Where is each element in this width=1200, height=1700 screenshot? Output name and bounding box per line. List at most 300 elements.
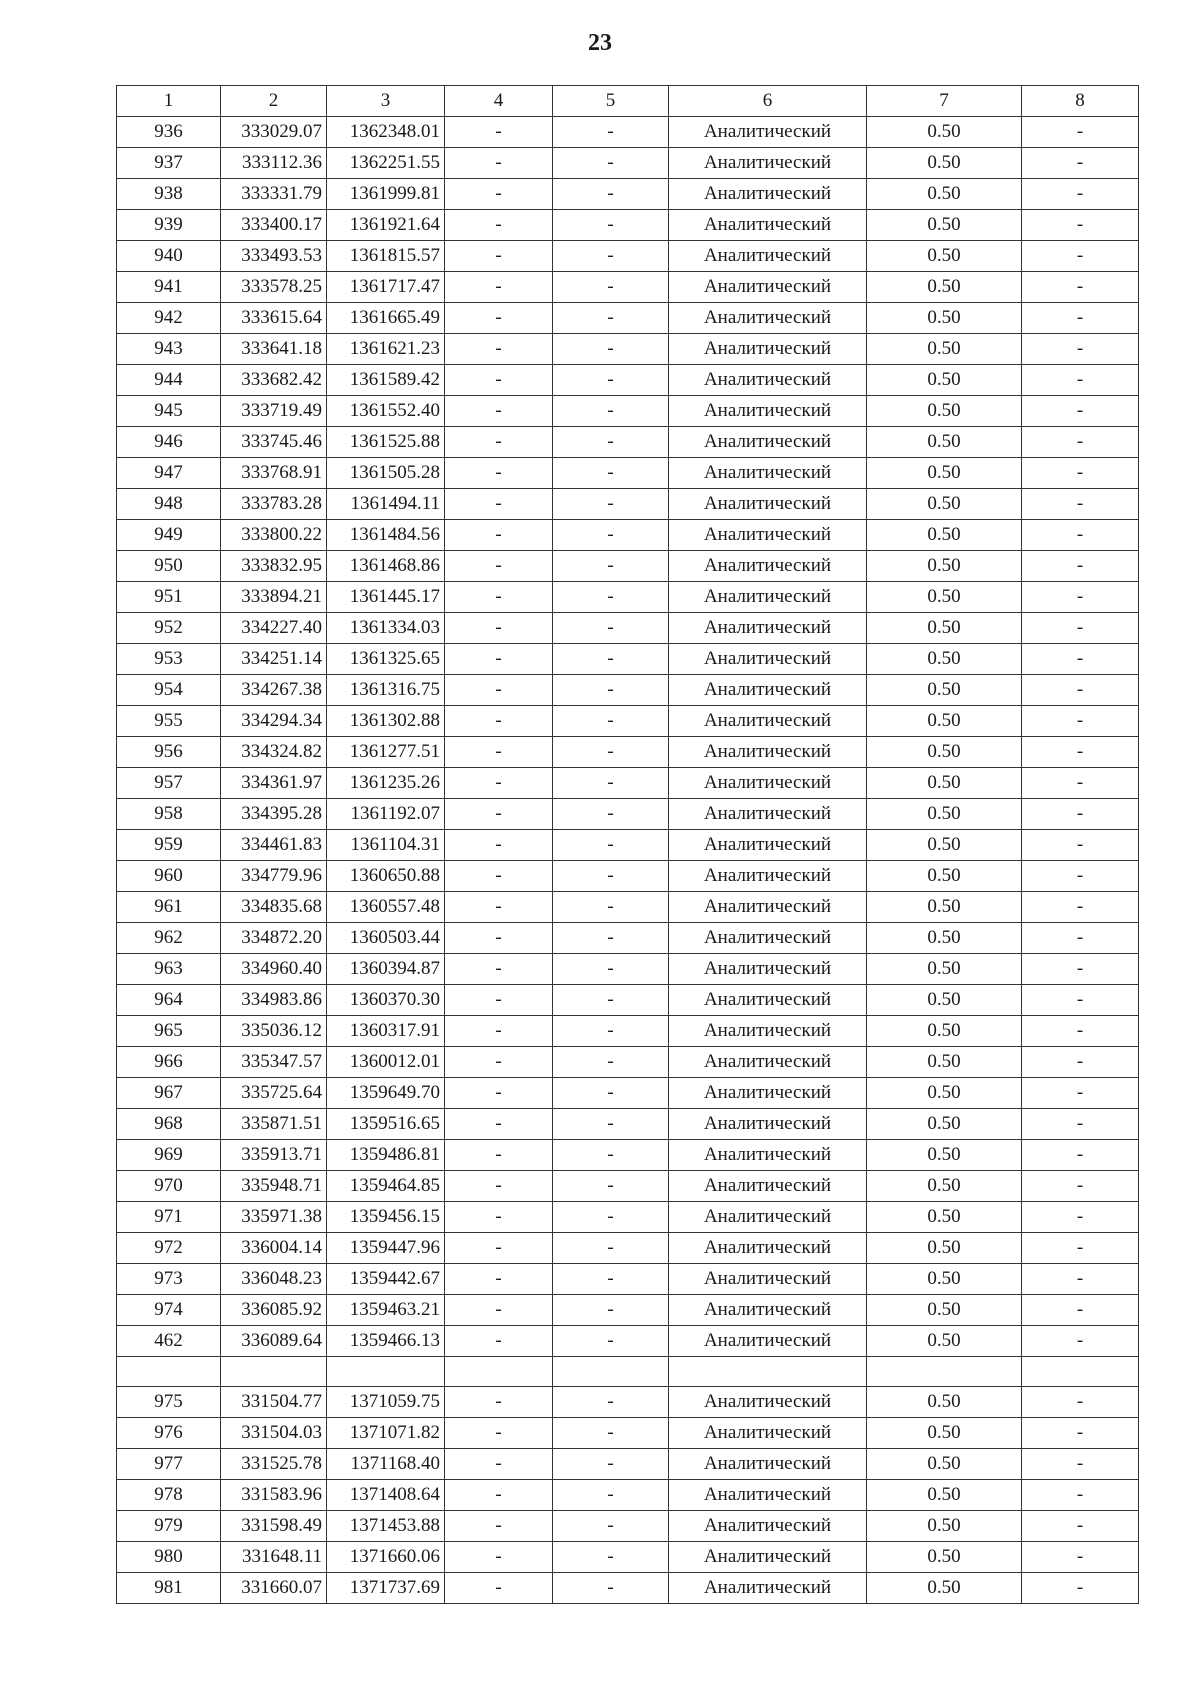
method-cell: Аналитический (669, 241, 867, 272)
col8-cell: - (1022, 210, 1139, 241)
y-coordinate-cell: 1371737.69 (327, 1573, 445, 1604)
point-number-cell: 948 (117, 489, 221, 520)
y-coordinate-cell: 1359466.13 (327, 1326, 445, 1357)
col4-cell: - (445, 1233, 553, 1264)
col8-cell: - (1022, 1511, 1139, 1542)
point-number-cell: 961 (117, 892, 221, 923)
point-number-cell: 462 (117, 1326, 221, 1357)
x-coordinate-cell: 334835.68 (221, 892, 327, 923)
col8-cell: - (1022, 675, 1139, 706)
method-cell: Аналитический (669, 737, 867, 768)
col4-cell (445, 1357, 553, 1387)
table-row (117, 303, 1139, 334)
col4-cell: - (445, 148, 553, 179)
y-coordinate-cell: 1361325.65 (327, 644, 445, 675)
point-number-cell: 957 (117, 768, 221, 799)
accuracy-cell: 0.50 (867, 892, 1022, 923)
y-coordinate-cell: 1361589.42 (327, 365, 445, 396)
accuracy-cell: 0.50 (867, 489, 1022, 520)
point-number-cell: 973 (117, 1264, 221, 1295)
point-number-cell: 979 (117, 1511, 221, 1542)
accuracy-cell: 0.50 (867, 799, 1022, 830)
accuracy-cell: 0.50 (867, 830, 1022, 861)
col8-cell: - (1022, 737, 1139, 768)
y-coordinate-cell: 1359442.67 (327, 1264, 445, 1295)
col5-cell: - (553, 830, 669, 861)
col5-cell: - (553, 1449, 669, 1480)
method-cell: Аналитический (669, 954, 867, 985)
col4-cell: - (445, 675, 553, 706)
y-coordinate-cell: 1371071.82 (327, 1418, 445, 1449)
y-coordinate-cell: 1361316.75 (327, 675, 445, 706)
col8-cell: - (1022, 613, 1139, 644)
table-row (117, 272, 1139, 303)
accuracy-cell: 0.50 (867, 272, 1022, 303)
col8-cell (1022, 1357, 1139, 1387)
col8-cell: - (1022, 117, 1139, 148)
col8-cell: - (1022, 923, 1139, 954)
table-row (117, 1047, 1139, 1078)
method-cell: Аналитический (669, 148, 867, 179)
table-row (117, 148, 1139, 179)
table-row (117, 117, 1139, 148)
point-number-cell: 944 (117, 365, 221, 396)
col8-cell: - (1022, 520, 1139, 551)
col8-cell: - (1022, 706, 1139, 737)
col8-cell: - (1022, 1109, 1139, 1140)
y-coordinate-cell: 1359447.96 (327, 1233, 445, 1264)
method-cell: Аналитический (669, 582, 867, 613)
point-number-cell: 962 (117, 923, 221, 954)
y-coordinate-cell: 1361505.28 (327, 458, 445, 489)
x-coordinate-cell: 334324.82 (221, 737, 327, 768)
table-row (117, 1326, 1139, 1357)
y-coordinate-cell: 1361468.86 (327, 551, 445, 582)
y-coordinate-cell: 1362348.01 (327, 117, 445, 148)
point-number-cell: 939 (117, 210, 221, 241)
col4-cell: - (445, 1449, 553, 1480)
col5-cell (553, 1357, 669, 1387)
accuracy-cell: 0.50 (867, 644, 1022, 675)
table-row (117, 582, 1139, 613)
accuracy-cell: 0.50 (867, 1233, 1022, 1264)
x-coordinate-cell: 334251.14 (221, 644, 327, 675)
method-cell: Аналитический (669, 1387, 867, 1418)
point-number-cell: 963 (117, 954, 221, 985)
y-coordinate-cell (327, 1357, 445, 1387)
col4-cell: - (445, 179, 553, 210)
table-row (117, 489, 1139, 520)
col8-cell: - (1022, 1264, 1139, 1295)
x-coordinate-cell: 333894.21 (221, 582, 327, 613)
accuracy-cell: 0.50 (867, 520, 1022, 551)
col4-cell: - (445, 1387, 553, 1418)
point-number-cell: 967 (117, 1078, 221, 1109)
table-separator-row (117, 1357, 1139, 1387)
col4-cell: - (445, 1418, 553, 1449)
x-coordinate-cell: 333493.53 (221, 241, 327, 272)
col5-cell: - (553, 1264, 669, 1295)
point-number-cell: 958 (117, 799, 221, 830)
col5-cell: - (553, 489, 669, 520)
x-coordinate-cell: 333029.07 (221, 117, 327, 148)
x-coordinate-cell: 336048.23 (221, 1264, 327, 1295)
col4-cell: - (445, 520, 553, 551)
point-number-cell: 976 (117, 1418, 221, 1449)
method-cell: Аналитический (669, 303, 867, 334)
col5-cell: - (553, 1387, 669, 1418)
y-coordinate-cell: 1371453.88 (327, 1511, 445, 1542)
col8-cell: - (1022, 1326, 1139, 1357)
table-row (117, 179, 1139, 210)
col8-cell: - (1022, 303, 1139, 334)
col4-cell: - (445, 427, 553, 458)
point-number-cell: 970 (117, 1171, 221, 1202)
table-row (117, 1202, 1139, 1233)
y-coordinate-cell: 1360503.44 (327, 923, 445, 954)
method-cell: Аналитический (669, 1326, 867, 1357)
method-cell: Аналитический (669, 1047, 867, 1078)
y-coordinate-cell: 1361334.03 (327, 613, 445, 644)
accuracy-cell: 0.50 (867, 1326, 1022, 1357)
method-cell: Аналитический (669, 675, 867, 706)
method-cell: Аналитический (669, 396, 867, 427)
col4-cell: - (445, 985, 553, 1016)
accuracy-cell: 0.50 (867, 1078, 1022, 1109)
col4-cell: - (445, 861, 553, 892)
table-row (117, 1109, 1139, 1140)
table-row (117, 427, 1139, 458)
method-cell: Аналитический (669, 830, 867, 861)
accuracy-cell: 0.50 (867, 365, 1022, 396)
method-cell: Аналитический (669, 1109, 867, 1140)
col8-cell: - (1022, 1295, 1139, 1326)
x-coordinate-cell: 335725.64 (221, 1078, 327, 1109)
col5-cell: - (553, 396, 669, 427)
accuracy-cell: 0.50 (867, 1418, 1022, 1449)
col5-cell: - (553, 1047, 669, 1078)
column-header: 8 (1022, 86, 1139, 117)
col4-cell: - (445, 303, 553, 334)
accuracy-cell: 0.50 (867, 1016, 1022, 1047)
x-coordinate-cell: 334294.34 (221, 706, 327, 737)
method-cell: Аналитический (669, 1511, 867, 1542)
x-coordinate-cell: 333578.25 (221, 272, 327, 303)
x-coordinate-cell: 334227.40 (221, 613, 327, 644)
point-number-cell: 942 (117, 303, 221, 334)
method-cell: Аналитический (669, 768, 867, 799)
accuracy-cell: 0.50 (867, 1171, 1022, 1202)
y-coordinate-cell: 1361494.11 (327, 489, 445, 520)
table-row (117, 861, 1139, 892)
accuracy-cell: 0.50 (867, 117, 1022, 148)
col4-cell: - (445, 1326, 553, 1357)
point-number-cell: 975 (117, 1387, 221, 1418)
x-coordinate-cell (221, 1357, 327, 1387)
y-coordinate-cell: 1359464.85 (327, 1171, 445, 1202)
table-row (117, 1511, 1139, 1542)
x-coordinate-cell: 336089.64 (221, 1326, 327, 1357)
col8-cell: - (1022, 1449, 1139, 1480)
method-cell: Аналитический (669, 706, 867, 737)
col5-cell: - (553, 1016, 669, 1047)
x-coordinate-cell: 331660.07 (221, 1573, 327, 1604)
col4-cell: - (445, 768, 553, 799)
col4-cell: - (445, 1047, 553, 1078)
col5-cell: - (553, 117, 669, 148)
col5-cell: - (553, 334, 669, 365)
point-number-cell: 971 (117, 1202, 221, 1233)
table-row (117, 1449, 1139, 1480)
page-number: 23 (588, 30, 612, 56)
table-row (117, 520, 1139, 551)
method-cell: Аналитический (669, 799, 867, 830)
point-number-cell: 959 (117, 830, 221, 861)
y-coordinate-cell: 1371168.40 (327, 1449, 445, 1480)
col5-cell: - (553, 1542, 669, 1573)
col5-cell: - (553, 985, 669, 1016)
table-row (117, 1542, 1139, 1573)
method-cell: Аналитический (669, 1202, 867, 1233)
col4-cell: - (445, 737, 553, 768)
col5-cell: - (553, 1171, 669, 1202)
col5-cell: - (553, 675, 669, 706)
accuracy-cell: 0.50 (867, 613, 1022, 644)
col5-cell: - (553, 1573, 669, 1604)
col5-cell: - (553, 179, 669, 210)
col8-cell: - (1022, 396, 1139, 427)
accuracy-cell: 0.50 (867, 1387, 1022, 1418)
x-coordinate-cell: 333745.46 (221, 427, 327, 458)
col4-cell: - (445, 117, 553, 148)
accuracy-cell: 0.50 (867, 1140, 1022, 1171)
table-row (117, 768, 1139, 799)
method-cell: Аналитический (669, 861, 867, 892)
table-row (117, 210, 1139, 241)
x-coordinate-cell: 333800.22 (221, 520, 327, 551)
col8-cell: - (1022, 427, 1139, 458)
y-coordinate-cell: 1360012.01 (327, 1047, 445, 1078)
y-coordinate-cell: 1371059.75 (327, 1387, 445, 1418)
point-number-cell: 951 (117, 582, 221, 613)
col4-cell: - (445, 923, 553, 954)
y-coordinate-cell: 1359456.15 (327, 1202, 445, 1233)
method-cell: Аналитический (669, 613, 867, 644)
col4-cell: - (445, 1202, 553, 1233)
point-number-cell: 940 (117, 241, 221, 272)
method-cell: Аналитический (669, 1449, 867, 1480)
point-number-cell: 943 (117, 334, 221, 365)
x-coordinate-cell: 335948.71 (221, 1171, 327, 1202)
method-cell: Аналитический (669, 117, 867, 148)
method-cell: Аналитический (669, 1233, 867, 1264)
accuracy-cell: 0.50 (867, 551, 1022, 582)
table-row (117, 334, 1139, 365)
accuracy-cell: 0.50 (867, 148, 1022, 179)
table-row (117, 1233, 1139, 1264)
table-row (117, 954, 1139, 985)
method-cell: Аналитический (669, 458, 867, 489)
accuracy-cell: 0.50 (867, 1542, 1022, 1573)
table-row (117, 241, 1139, 272)
method-cell: Аналитический (669, 892, 867, 923)
accuracy-cell: 0.50 (867, 1202, 1022, 1233)
col8-cell: - (1022, 1418, 1139, 1449)
y-coordinate-cell: 1361235.26 (327, 768, 445, 799)
method-cell: Аналитический (669, 1573, 867, 1604)
table-row (117, 706, 1139, 737)
x-coordinate-cell: 331525.78 (221, 1449, 327, 1480)
method-cell: Аналитический (669, 923, 867, 954)
table-row (117, 1264, 1139, 1295)
x-coordinate-cell: 333400.17 (221, 210, 327, 241)
method-cell: Аналитический (669, 1542, 867, 1573)
col4-cell: - (445, 1295, 553, 1326)
accuracy-cell: 0.50 (867, 179, 1022, 210)
point-number-cell: 969 (117, 1140, 221, 1171)
y-coordinate-cell: 1361815.57 (327, 241, 445, 272)
x-coordinate-cell: 333832.95 (221, 551, 327, 582)
col8-cell: - (1022, 489, 1139, 520)
y-coordinate-cell: 1359486.81 (327, 1140, 445, 1171)
point-number-cell (117, 1357, 221, 1387)
accuracy-cell: 0.50 (867, 1109, 1022, 1140)
table-body (117, 117, 1139, 1604)
table-row (117, 675, 1139, 706)
method-cell: Аналитический (669, 210, 867, 241)
accuracy-cell: 0.50 (867, 458, 1022, 489)
x-coordinate-cell: 334960.40 (221, 954, 327, 985)
point-number-cell: 946 (117, 427, 221, 458)
col8-cell: - (1022, 892, 1139, 923)
col5-cell: - (553, 1295, 669, 1326)
point-number-cell: 974 (117, 1295, 221, 1326)
method-cell: Аналитический (669, 644, 867, 675)
table-row (117, 892, 1139, 923)
method-cell: Аналитический (669, 1418, 867, 1449)
col5-cell: - (553, 1480, 669, 1511)
x-coordinate-cell: 331583.96 (221, 1480, 327, 1511)
col4-cell: - (445, 830, 553, 861)
col8-cell: - (1022, 830, 1139, 861)
col5-cell: - (553, 613, 669, 644)
method-cell: Аналитический (669, 334, 867, 365)
col5-cell: - (553, 1078, 669, 1109)
y-coordinate-cell: 1360394.87 (327, 954, 445, 985)
table-header-row (117, 86, 1139, 117)
col4-cell: - (445, 1109, 553, 1140)
col8-cell: - (1022, 458, 1139, 489)
accuracy-cell: 0.50 (867, 737, 1022, 768)
x-coordinate-cell: 333682.42 (221, 365, 327, 396)
point-number-cell: 981 (117, 1573, 221, 1604)
col5-cell: - (553, 706, 669, 737)
accuracy-cell: 0.50 (867, 1480, 1022, 1511)
col4-cell: - (445, 334, 553, 365)
col8-cell: - (1022, 799, 1139, 830)
col5-cell: - (553, 954, 669, 985)
col4-cell: - (445, 892, 553, 923)
col4-cell: - (445, 1511, 553, 1542)
y-coordinate-cell: 1360557.48 (327, 892, 445, 923)
col4-cell: - (445, 582, 553, 613)
col5-cell: - (553, 427, 669, 458)
col5-cell: - (553, 892, 669, 923)
accuracy-cell: 0.50 (867, 675, 1022, 706)
col4-cell: - (445, 1140, 553, 1171)
column-header: 4 (445, 86, 553, 117)
method-cell (669, 1357, 867, 1387)
table-row (117, 737, 1139, 768)
point-number-cell: 949 (117, 520, 221, 551)
table-row (117, 613, 1139, 644)
col4-cell: - (445, 272, 553, 303)
x-coordinate-cell: 335871.51 (221, 1109, 327, 1140)
y-coordinate-cell: 1371660.06 (327, 1542, 445, 1573)
col4-cell: - (445, 1078, 553, 1109)
x-coordinate-cell: 333783.28 (221, 489, 327, 520)
col5-cell: - (553, 737, 669, 768)
x-coordinate-cell: 331504.03 (221, 1418, 327, 1449)
accuracy-cell: 0.50 (867, 582, 1022, 613)
col8-cell: - (1022, 1078, 1139, 1109)
table-row (117, 1140, 1139, 1171)
y-coordinate-cell: 1360370.30 (327, 985, 445, 1016)
method-cell: Аналитический (669, 985, 867, 1016)
x-coordinate-cell: 331598.49 (221, 1511, 327, 1542)
col8-cell: - (1022, 179, 1139, 210)
y-coordinate-cell: 1359463.21 (327, 1295, 445, 1326)
y-coordinate-cell: 1371408.64 (327, 1480, 445, 1511)
col5-cell: - (553, 148, 669, 179)
column-header: 3 (327, 86, 445, 117)
col8-cell: - (1022, 1016, 1139, 1047)
col5-cell: - (553, 1140, 669, 1171)
col4-cell: - (445, 613, 553, 644)
col5-cell: - (553, 365, 669, 396)
col8-cell: - (1022, 582, 1139, 613)
x-coordinate-cell: 336085.92 (221, 1295, 327, 1326)
y-coordinate-cell: 1361192.07 (327, 799, 445, 830)
accuracy-cell: 0.50 (867, 923, 1022, 954)
accuracy-cell: 0.50 (867, 954, 1022, 985)
point-number-cell: 980 (117, 1542, 221, 1573)
table-row (117, 396, 1139, 427)
col8-cell: - (1022, 985, 1139, 1016)
point-number-cell: 964 (117, 985, 221, 1016)
table-row (117, 1016, 1139, 1047)
method-cell: Аналитический (669, 1264, 867, 1295)
col5-cell: - (553, 1233, 669, 1264)
col8-cell: - (1022, 1171, 1139, 1202)
method-cell: Аналитический (669, 427, 867, 458)
method-cell: Аналитический (669, 1171, 867, 1202)
method-cell: Аналитический (669, 489, 867, 520)
col5-cell: - (553, 861, 669, 892)
col4-cell: - (445, 1264, 553, 1295)
accuracy-cell: 0.50 (867, 1047, 1022, 1078)
x-coordinate-cell: 333331.79 (221, 179, 327, 210)
table-row (117, 1171, 1139, 1202)
x-coordinate-cell: 331648.11 (221, 1542, 327, 1573)
col4-cell: - (445, 396, 553, 427)
col8-cell: - (1022, 1542, 1139, 1573)
point-number-cell: 965 (117, 1016, 221, 1047)
accuracy-cell: 0.50 (867, 706, 1022, 737)
point-number-cell: 978 (117, 1480, 221, 1511)
col5-cell: - (553, 799, 669, 830)
accuracy-cell: 0.50 (867, 768, 1022, 799)
